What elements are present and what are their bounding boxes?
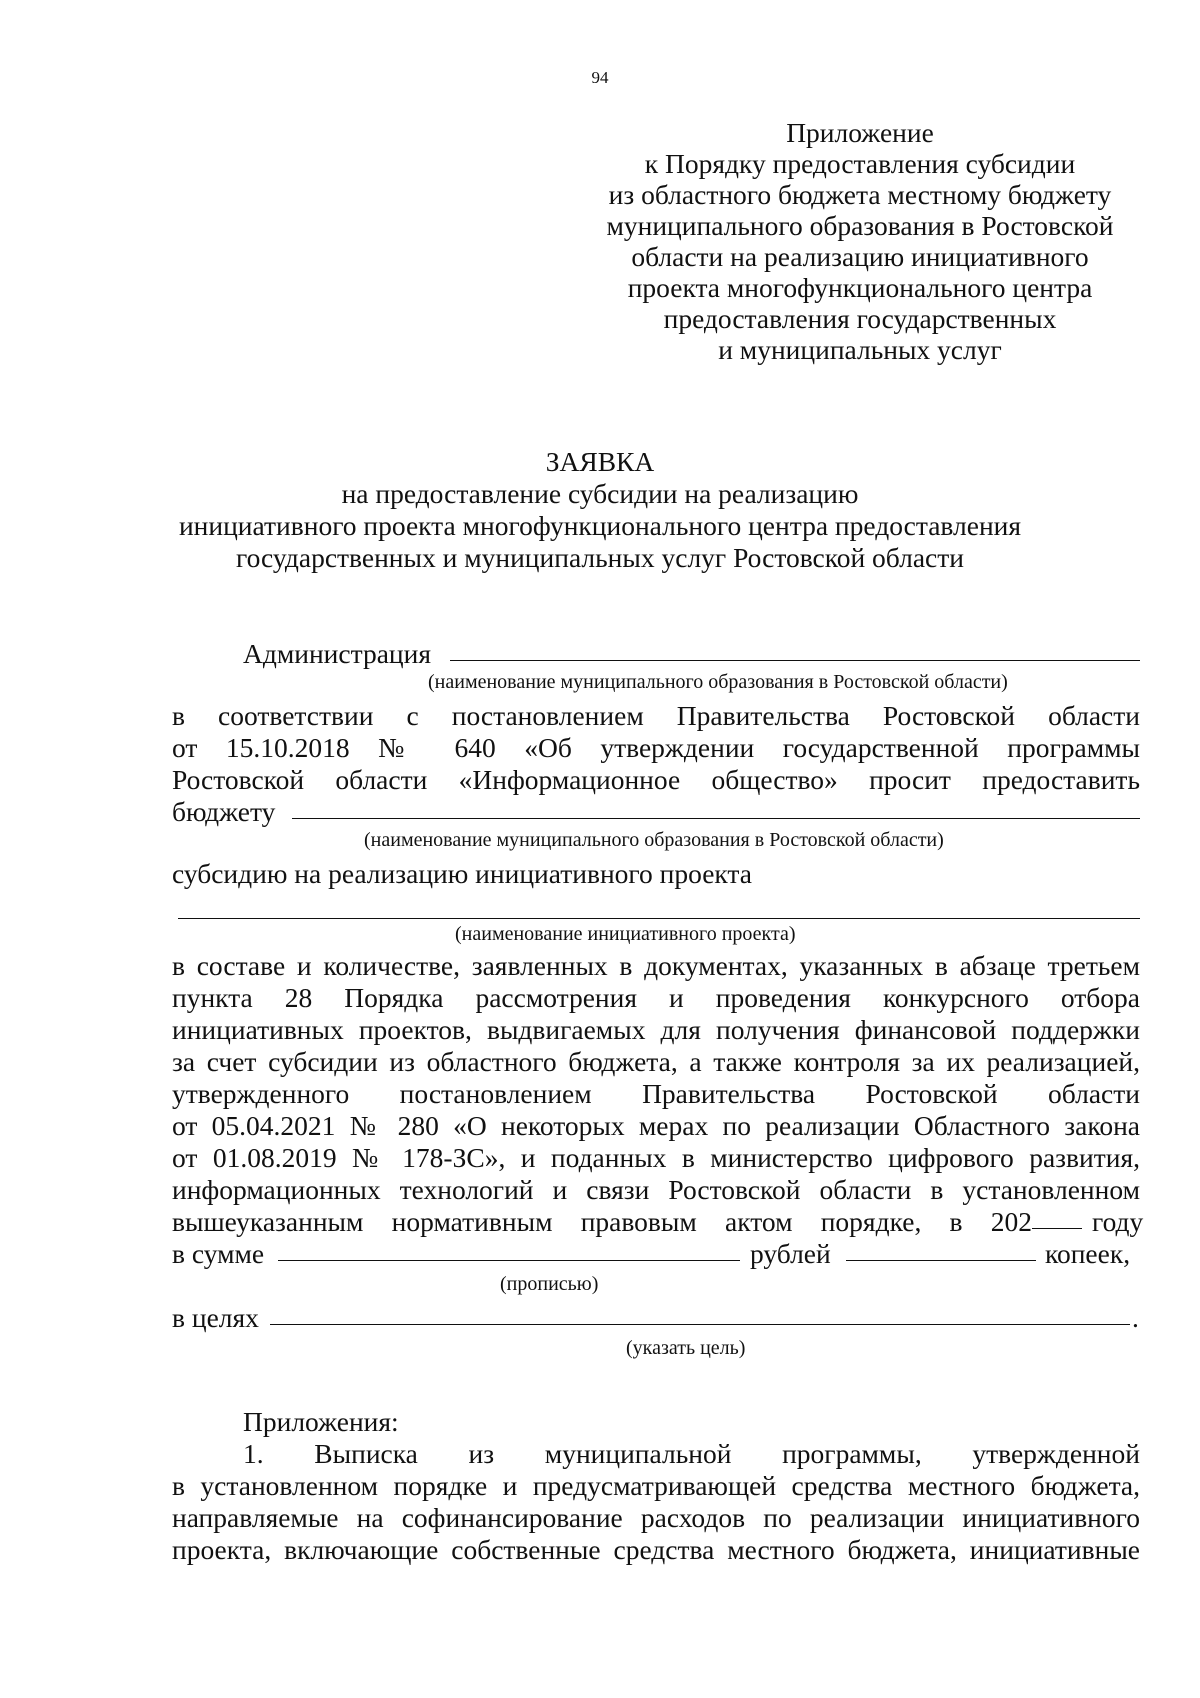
budget-label: бюджету: [172, 796, 276, 827]
year-suffix: году: [1092, 1206, 1144, 1237]
year-blank[interactable]: [1032, 1228, 1082, 1229]
caption-municipality: (наименование муниципального образования в Ростовской области): [428, 671, 1008, 693]
attachment-line: направляемые на софинансирование расходов по реализации инициативного: [172, 1502, 1140, 1533]
purpose-end: .: [1132, 1302, 1139, 1333]
para2-line: от 01.08.2019 № 178-ЗС», и поданных в министерство цифрового развития,: [172, 1142, 1140, 1173]
sum-label: в сумме: [172, 1238, 265, 1269]
appendix-line: из областного бюджета местному бюджету: [608, 179, 1112, 210]
para2-line: от 05.04.2021 № 280 «О некоторых мерах по реализации Областного закона: [172, 1110, 1140, 1141]
appendix-header: [590, 117, 1130, 365]
para1-line: Ростовской области «Информационное общество» просит предоставить: [172, 764, 1140, 795]
caption-purpose: (указать цель): [626, 1337, 746, 1359]
attachments-heading: Приложения:: [243, 1406, 399, 1437]
rubles-label: рублей: [750, 1238, 831, 1269]
request-subtitle-line: на предоставление субсидии на реализацию: [341, 478, 859, 509]
appendix-line: области на реализацию инициативного: [631, 241, 1089, 272]
purpose-blank[interactable]: [270, 1324, 1130, 1325]
kopecks-label: копеек,: [1045, 1238, 1131, 1269]
attachment-line: 1. Выписка из муниципальной программы, утвержденной: [243, 1438, 1140, 1469]
para2-line: утвержденного постановлением Правительства Ростовской области: [172, 1078, 1140, 1109]
appendix-line: к Порядку предоставления субсидии: [644, 148, 1076, 179]
para2-line: в составе и количестве, заявленных в документах, указанных в абзаце третьем: [172, 950, 1140, 981]
administration-label: Администрация: [243, 638, 432, 669]
appendix-line: предоставления государственных: [663, 303, 1057, 334]
sum-rubles-blank[interactable]: [278, 1260, 740, 1261]
budget-blank[interactable]: [292, 818, 1140, 819]
page-number: 94: [591, 68, 609, 87]
appendix-line: и муниципальных услуг: [718, 334, 1002, 365]
year-line-text: вышеуказанным нормативным правовым актом порядке, в 202: [172, 1206, 1032, 1237]
administration-blank[interactable]: [450, 660, 1140, 661]
para2-line: инициативных проектов, выдвигаемых для получения финансовой поддержки: [172, 1014, 1140, 1045]
para2-line: пункта 28 Порядка рассмотрения и проведения конкурсного отбора: [172, 982, 1140, 1013]
request-subtitle-line: инициативного проекта многофункционального центра предоставления: [178, 510, 1022, 541]
para1-line: в соответствии с постановлением Правительства Ростовской области: [172, 700, 1140, 731]
attachment-line: в установленном порядке и предусматривающей средства местного бюджета,: [172, 1470, 1140, 1501]
purpose-label: в целях: [172, 1302, 259, 1333]
appendix-line: Приложение: [786, 117, 934, 148]
appendix-line: муниципального образования в Ростовской: [606, 210, 1114, 241]
request-subtitle-line: государственных и муниципальных услуг Ростовской области: [236, 542, 964, 573]
caption-municipality-2: (наименование муниципального образования в Ростовской области): [364, 829, 944, 851]
para1-line: от 15.10.2018 № 640 «Об утверждении государственной программы: [172, 732, 1140, 763]
sum-kopecks-blank[interactable]: [846, 1260, 1036, 1261]
caption-project: (наименование инициативного проекта): [455, 923, 796, 945]
appendix-line: проекта многофункционального центра: [627, 272, 1093, 303]
subsidy-line: субсидию на реализацию инициативного проекта: [172, 858, 752, 889]
para2-line: за счет субсидии из областного бюджета, а также контроля за их реализацией,: [172, 1046, 1140, 1077]
request-title-block: [0, 446, 1200, 574]
project-name-blank[interactable]: [178, 918, 1140, 919]
caption-words: (прописью): [500, 1273, 599, 1295]
para2-line: информационных технологий и связи Ростовской области в установленном: [172, 1174, 1140, 1205]
attachment-line: проекта, включающие собственные средства местного бюджета, инициативные: [172, 1534, 1140, 1565]
request-title: ЗАЯВКА: [545, 446, 655, 477]
